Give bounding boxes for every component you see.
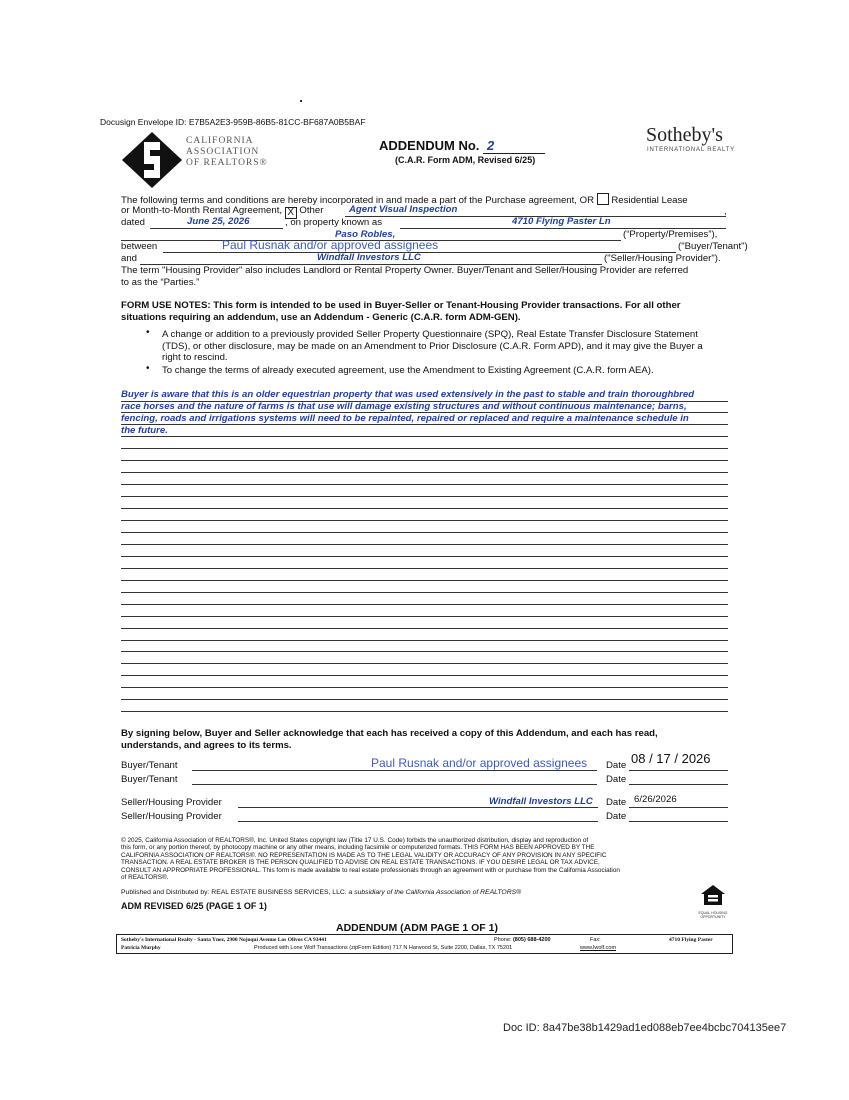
seller1-date-line [629, 807, 728, 808]
rule-line [121, 699, 728, 700]
equal-housing-icon [700, 884, 726, 906]
copyright-line1: © 2025, California Association of REALTORS®, Inc. United States copyright law (Title 17 U.S. Code) forbids the unauthorized distribution, display and reproduction of [121, 837, 589, 844]
box-phone-label: Phone: [494, 937, 512, 943]
other-value[interactable]: Agent Visual Inspection [349, 204, 458, 215]
rule-line [121, 640, 728, 641]
rule-line [121, 616, 728, 617]
other-checkbox[interactable]: X [285, 207, 297, 219]
other-comma: , [724, 206, 727, 217]
box-phone [494, 937, 551, 943]
seller1-signature[interactable]: Windfall Investors LLC [489, 796, 593, 807]
published-prefix: Published and Distributed by: REAL ESTATE BUSINESS SERVICES, LLC. [121, 889, 347, 896]
equal-housing-logo [696, 884, 730, 918]
brand-subtitle: INTERNATIONAL REALTY [647, 147, 735, 153]
addendum-body[interactable] [121, 389, 694, 437]
rule-line [121, 663, 728, 664]
copyright-line2: this form, or any portion thereof, by photocopy machine or any other means, including facsimile or computerized formats. THIS FORM HAS BEEN APPROVED BY THE [121, 844, 595, 852]
car-logo [120, 130, 184, 190]
box-phone-value: (805) 688-4200 [512, 937, 551, 943]
equal-housing-text: EQUAL HOUSING OPPORTUNITY [698, 911, 728, 919]
property-label: , on property known as [285, 217, 383, 228]
property-value2[interactable]: Paso Robles, [335, 229, 396, 240]
between-label: between [121, 241, 158, 252]
buyer2-date-line[interactable] [629, 784, 728, 785]
rule-line [121, 651, 728, 652]
car-logo-icon [120, 130, 184, 190]
notes-heading-line1: FORM USE NOTES: This form is intended to be used in Buyer-Seller or Tenant-Housing Provider transactions. For all other [121, 300, 681, 311]
residential-lease-label: Residential Lease [611, 195, 688, 206]
copyright-line3: CALIFORNIA ASSOCIATION OF REALTORS®. NO REPRESENTATION IS MADE AS TO THE LEGAL VALIDITY OR ACCURACY OF ANY PROVISION IN ANY SPECIFIC [121, 851, 607, 859]
revision-label: ADM REVISED 6/25 (PAGE 1 OF 1) [121, 901, 267, 911]
buyer1-signature[interactable]: Paul Rusnak and/or approved assignees [371, 756, 588, 770]
rule-line [121, 496, 728, 497]
envelope-id: Docusign Envelope ID: E7B5A2E3-959B-86B5-81CC-BF687A0B5BAF [100, 117, 366, 127]
rule-line [121, 592, 728, 593]
seller1-date-value[interactable]: 6/26/2026 [634, 794, 677, 805]
housing-note-line2: to as the “Parties.” [121, 277, 200, 288]
note-bullet-1 [162, 329, 728, 364]
note-bullet-1-line1: A change or addition to a previously provided Seller Property Questionnaire (SPQ), Real Estate Transfer Disclosure Statement [162, 329, 698, 340]
sign-statement-line1: By signing below, Buyer and Seller acknowledge that each has received a copy of this Addendum, and each has read, [121, 728, 658, 739]
published-suffix: a subsidiary of the California Association of REALTORS® [348, 889, 522, 896]
rule-line [121, 532, 728, 533]
other-label: Other [299, 205, 324, 216]
addendum-number: 2 [483, 138, 545, 154]
box-property: 4710 Flying Paster [669, 937, 713, 943]
rule-line [121, 460, 728, 461]
note-bullet-1-line3: right to rescind. [162, 352, 228, 364]
box-url-link[interactable]: www.lwolf.com [580, 945, 617, 951]
body-line-3: fencing, roads and irrigations systems will need to be repainted, repaired or replaced and require a maintenance schedule in [121, 412, 689, 424]
doc-id: Doc ID: 8a47be38b1429ad1ed088eb7ee4bcbc704135ee7 [503, 1022, 787, 1034]
rule-line [121, 711, 728, 712]
box-fax-label: Fax: [590, 937, 601, 943]
dated-line [150, 228, 283, 229]
intro-line1-text: The following terms and conditions are hereby incorporated in and made a part of the Purchase agreement, OR [121, 195, 595, 206]
car-name [186, 136, 268, 169]
rule-line [121, 556, 728, 557]
rule-line [121, 544, 728, 545]
buyer1-date-label: Date [606, 760, 627, 771]
copyright-line5: CONSULT AN APPROPRIATE PROFESSIONAL. This form is made available to real estate professionals through an agreement with or purchase from the California Association [121, 866, 620, 874]
copyright-notice [121, 837, 728, 881]
page-title [379, 138, 545, 154]
body-line-1: Buyer is aware that this is an older equestrian property that was used extensively in the past to stable and train thoroughbred [121, 389, 695, 400]
published-by [121, 889, 521, 896]
rental-agreement-label: or Month-to-Month Rental Agreement, [121, 205, 283, 216]
rule-line [121, 508, 728, 509]
housing-note-line1: The term "Housing Provider" also includes Landlord or Rental Property Owner. Buyer/Tenant and Seller/Housing Provider are referred [121, 265, 689, 276]
property-suffix: (“Property/Premises”), [623, 229, 718, 240]
rule-line [121, 484, 728, 485]
seller1-label: Seller/Housing Provider [121, 797, 222, 808]
rule-line [121, 604, 728, 605]
car-name-line1: CALIFORNIA [186, 136, 254, 146]
buyer1-date-value[interactable]: 08 / 17 / 2026 [631, 751, 711, 766]
copyright-line6: of REALTORS®. [121, 874, 169, 882]
rule-line [121, 580, 728, 581]
rule-line [121, 472, 728, 473]
rule-line [121, 675, 728, 676]
note-bullet-2: To change the terms of already executed agreement, use the Amendment to Existing Agreement (C.A.R. form AEA). [162, 365, 654, 376]
box-produced: Produced with Lone Wolf Transactions (zipForm Edition) 717 N Harwood St, Suite 2200, Dallas, TX 75201 [254, 945, 513, 951]
buyer-suffix: ("Buyer/Tenant") [678, 241, 748, 252]
buyer2-sign-line[interactable] [192, 784, 597, 785]
box-company: Sotheby's International Realty - Santa Ynez, 2900 Nojoqui Avenue Los Olivos CA 93441 [121, 937, 327, 943]
seller2-label: Seller/Housing Provider [121, 811, 222, 822]
rule-line [121, 628, 728, 629]
brand-logo: Sotheby's [646, 124, 723, 146]
buyer2-date-label: Date [606, 774, 627, 785]
footer-page-title: ADDENDUM (ADM PAGE 1 OF 1) [336, 922, 498, 934]
copyright-line4: TRANSACTION. A REAL ESTATE BROKER IS THE PERSON QUALIFIED TO ADVISE ON REAL ESTATE TRANSACTIONS. IF YOU DESIRE LEGAL OR TAX ADVICE, [121, 859, 600, 867]
rule-line [121, 568, 728, 569]
seller2-date-line[interactable] [629, 821, 728, 822]
seller-value[interactable]: Windfall Investors LLC [317, 252, 421, 263]
buyer1-date-line [629, 770, 728, 771]
seller2-sign-line[interactable] [238, 821, 598, 822]
seller1-date-label: Date [606, 797, 627, 808]
notes-heading-line2: situations requiring an addendum, use an Addendum - Generic (C.A.R. form ADM-GEN). [121, 312, 521, 323]
seller1-sign-line [238, 807, 598, 808]
dated-label: dated [121, 217, 146, 228]
and-label: and [121, 253, 138, 264]
speck [300, 100, 302, 102]
sign-statement-line2: understands, and agrees to its terms. [121, 740, 292, 751]
body-line-2: race horses and the nature of farms is that use will damage existing structures and without continuous maintenance; barns, [121, 400, 687, 412]
rule-line [121, 687, 728, 688]
rule-line [121, 448, 728, 449]
title-prefix: ADDENDUM No. [379, 138, 480, 153]
page-subtitle: (C.A.R. Form ADM, Revised 6/25) [395, 155, 536, 165]
bullet-dot-1: • [146, 327, 150, 338]
seller2-date-label: Date [606, 811, 627, 822]
dated-value[interactable]: June 25, 2026 [187, 216, 250, 227]
property-value1[interactable]: 4710 Flying Paster Ln [512, 216, 611, 227]
buyer2-label: Buyer/Tenant [121, 774, 178, 785]
buyer-value[interactable]: Paul Rusnak and/or approved assignees [222, 238, 439, 252]
note-bullet-1-line2: (TDS), or other disclosure, may be made on an Amendment to Prior Disclosure (C.A.R. Form APD), and it may give the Buyer a [162, 340, 703, 352]
car-name-line2: ASSOCIATION [186, 147, 260, 157]
seller-suffix: ("Seller/Housing Provider"). [604, 253, 721, 264]
box-agent: Patricia Murphy [121, 945, 161, 951]
car-name-line3: OF REALTORS® [186, 158, 268, 168]
residential-lease-checkbox[interactable] [597, 193, 609, 205]
body-line-4: the future. [121, 424, 168, 436]
rule-line [121, 520, 728, 521]
buyer1-label: Buyer/Tenant [121, 760, 178, 771]
bullet-dot-2: • [146, 363, 150, 374]
buyer1-sign-line [192, 770, 597, 771]
